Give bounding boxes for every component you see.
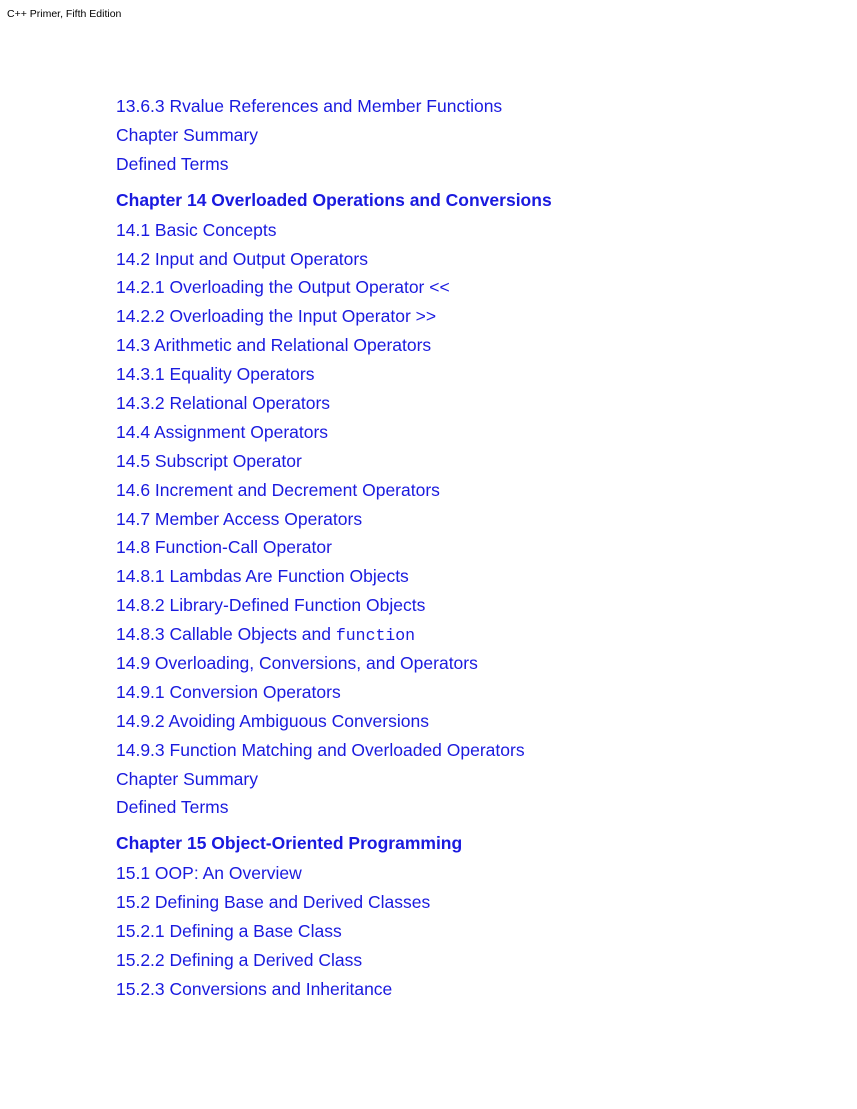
toc-section-link[interactable]	[116, 565, 816, 594]
toc-section-link[interactable]	[116, 796, 816, 825]
toc-entry-label: 13.6.3 Rvalue References and Member Functions	[116, 96, 503, 116]
toc-section-link[interactable]	[116, 710, 816, 739]
toc-chapter-link[interactable]	[116, 189, 816, 219]
toc-entry-label: 14.9.3 Function Matching and Overloaded Operators	[116, 739, 525, 760]
toc-section-link[interactable]	[116, 978, 816, 1007]
toc-entry-label: Chapter 15 Object-Oriented Programming	[116, 833, 463, 854]
toc-section-link[interactable]	[116, 681, 816, 710]
toc-section-link[interactable]	[116, 623, 816, 652]
toc-section-link[interactable]	[116, 920, 816, 949]
toc-entry-label: 14.9.2 Avoiding Ambiguous Conversions	[116, 710, 429, 731]
toc-entry-label: 14.8.3 Callable Objects and	[116, 624, 336, 645]
toc-section-link[interactable]	[116, 334, 816, 363]
toc-entry-label: 15.2 Defining Base and Derived Classes	[116, 892, 431, 913]
running-header-book-title: C++ Primer, Fifth Edition	[7, 8, 122, 20]
toc-section-link[interactable]	[116, 450, 816, 479]
toc-section-link[interactable]	[116, 95, 816, 124]
toc-section-link[interactable]	[116, 479, 816, 508]
toc-section-link[interactable]	[116, 248, 816, 277]
toc-entry-label: 14.2.2 Overloading the Input Operator >>	[116, 306, 437, 327]
toc-entry-label: 15.1 OOP: An Overview	[116, 863, 302, 884]
toc-entry-label: 14.8.1 Lambdas Are Function Objects	[116, 566, 409, 587]
toc-entry-label: 14.1 Basic Concepts	[116, 219, 277, 240]
toc-entry-code: function	[335, 626, 416, 646]
toc-entry-label: 14.9.1 Conversion Operators	[116, 681, 341, 702]
toc-section-link[interactable]	[116, 219, 816, 248]
toc-entry-label: Defined Terms	[116, 153, 229, 174]
toc-section-link[interactable]	[116, 363, 816, 392]
toc-section-link[interactable]	[116, 276, 816, 305]
toc-section-link[interactable]	[116, 739, 816, 768]
toc-section-link[interactable]	[116, 652, 816, 681]
toc-section-link[interactable]	[116, 305, 816, 334]
toc-entry-label: 14.8 Function-Call Operator	[116, 537, 332, 558]
toc-section-link[interactable]	[116, 421, 816, 450]
toc-entry-label: 15.2.3 Conversions and Inheritance	[116, 978, 393, 999]
toc-section-link[interactable]	[116, 862, 816, 891]
toc-entry-label: Chapter Summary	[116, 124, 258, 145]
toc-entry-label: 15.2.1 Defining a Base Class	[116, 921, 342, 942]
toc-section-link[interactable]	[116, 536, 816, 565]
toc-chapter-link[interactable]	[116, 832, 816, 862]
toc-section-link[interactable]	[116, 153, 816, 182]
toc-entry-label: 14.5 Subscript Operator	[116, 450, 302, 471]
toc-entry-label: 14.9 Overloading, Conversions, and Operators	[116, 653, 478, 674]
toc-entry-label: 14.3 Arithmetic and Relational Operators	[116, 335, 432, 356]
toc-entry-label: 14.3.2 Relational Operators	[116, 393, 331, 414]
toc-section-link[interactable]	[116, 508, 816, 537]
toc-section-link[interactable]	[116, 594, 816, 623]
toc-section-link[interactable]	[116, 392, 816, 421]
toc-entry-label: Defined Terms	[116, 797, 229, 818]
toc-entry-label: 14.2 Input and Output Operators	[116, 248, 368, 269]
toc-entry-label: 14.4 Assignment Operators	[116, 421, 329, 442]
toc-section-link[interactable]	[116, 124, 816, 153]
toc-section-link[interactable]	[116, 891, 816, 920]
toc-entry-label: 15.2.2 Defining a Derived Class	[116, 950, 363, 971]
toc-entry-label: 14.8.2 Library-Defined Function Objects	[116, 595, 426, 616]
toc-entry-label: 14.7 Member Access Operators	[116, 508, 363, 529]
toc-entry-label: 14.2.1 Overloading the Output Operator <<	[116, 277, 450, 298]
toc-entry-label: Chapter 14 Overloaded Operations and Conversions	[116, 189, 552, 210]
table-of-contents	[116, 95, 816, 1007]
toc-entry-label: Chapter Summary	[116, 768, 258, 789]
toc-entry-label: 14.3.1 Equality Operators	[116, 364, 315, 385]
toc-section-link[interactable]	[116, 949, 816, 978]
toc-section-link[interactable]	[116, 768, 816, 797]
toc-entry-label: 14.6 Increment and Decrement Operators	[116, 479, 440, 500]
